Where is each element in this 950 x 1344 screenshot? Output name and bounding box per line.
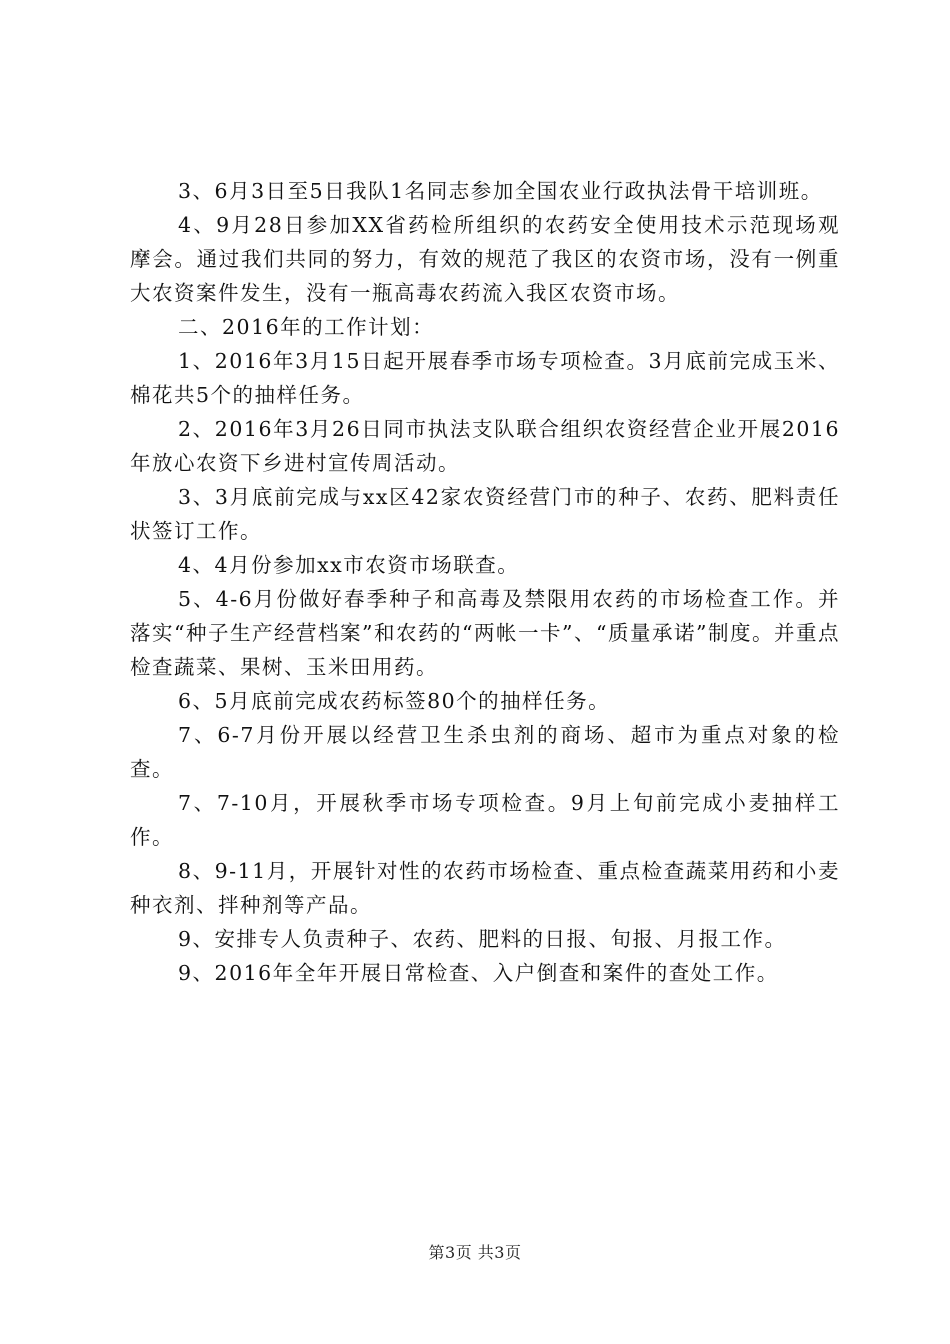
paragraph-plan-8: 8、9-11月，开展针对性的农药市场检查、重点检查蔬菜用药和小麦种衣剂、拌种剂等产品。 bbox=[130, 859, 840, 917]
paragraph-observation: 4、9月28日参加XX省药检所组织的农药安全使用技术示范现场观摩会。通过我们共同的努力，有效的规范了我区的农资市场，没有一例重大农资案件发生，没有一瓶高毒农药流入我区农资市场。 bbox=[130, 213, 840, 305]
paragraph-plan-4: 4、4月份参加xx市农资市场联查。 bbox=[178, 553, 520, 577]
paragraph-plan-6: 6、5月底前完成农药标签80个的抽样任务。 bbox=[178, 689, 611, 713]
paragraph-plan-9a: 9、安排专人负责种子、农药、肥料的日报、旬报、月报工作。 bbox=[178, 927, 787, 951]
paragraph-plan-9b: 9、2016年全年开展日常检查、入户倒查和案件的查处工作。 bbox=[178, 961, 779, 985]
paragraph-training: 3、6月3日至5日我队1名同志参加全国农业行政执法骨干培训班。 bbox=[178, 179, 823, 203]
paragraph-plan-7b: 7、7-10月，开展秋季市场专项检查。9月上旬前完成小麦抽样工作。 bbox=[130, 791, 840, 849]
paragraph-plan-3: 3、3月底前完成与xx区42家农资经营门市的种子、农药、肥料责任状签订工作。 bbox=[130, 485, 840, 543]
paragraph-plan-1: 1、2016年3月15日起开展春季市场专项检查。3月底前完成玉米、棉花共5个的抽样任务。 bbox=[130, 349, 840, 407]
page-footer: 第3页 共3页 bbox=[428, 1243, 522, 1262]
paragraph-plan-5: 5、4-6月份做好春季种子和高毒及禁限用农药的市场检查工作。并落实“种子生产经营档案”和农药的“两帐一卡”、“质量承诺”制度。并重点检查蔬菜、果树、玉米田用药。 bbox=[130, 587, 840, 679]
paragraph-plan-2: 2、2016年3月26日同市执法支队联合组织农资经营企业开展2016年放心农资下乡进村宣传周活动。 bbox=[130, 417, 840, 475]
document-body bbox=[130, 174, 840, 990]
paragraph-plan-7a: 7、6-7月份开展以经营卫生杀虫剂的商场、超市为重点对象的检查。 bbox=[130, 723, 840, 781]
section-heading-work-plan: 二、2016年的工作计划： bbox=[178, 315, 435, 339]
